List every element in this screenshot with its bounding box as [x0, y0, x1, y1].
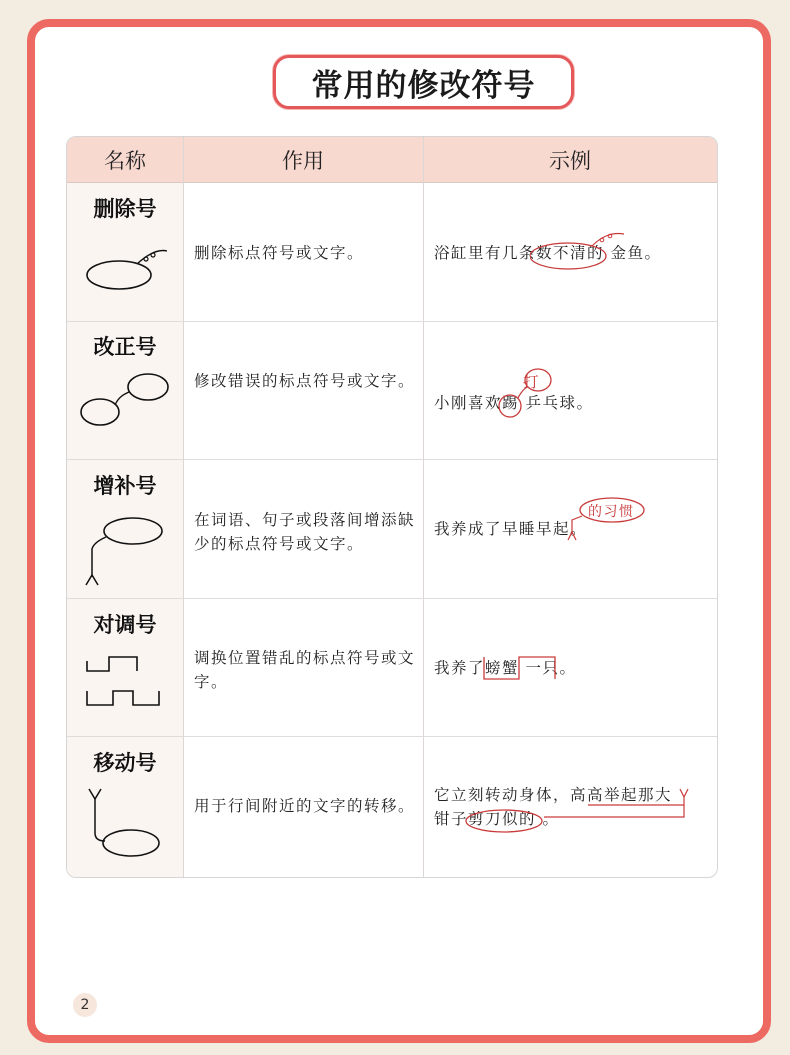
- swap-annotation: [483, 655, 563, 687]
- example-marked: 剪刀似的: [468, 810, 537, 828]
- example-text: 金鱼。: [610, 244, 662, 262]
- insertion-text: 的习惯: [588, 504, 635, 520]
- delete-mark-icon: [77, 239, 167, 299]
- correction-text: 打: [523, 373, 541, 391]
- page-title: 常用的修改符号: [273, 55, 574, 109]
- example-line: [434, 783, 710, 807]
- row-divider: [67, 459, 717, 460]
- row-function: 用于行间附近的文字的转移。: [194, 797, 416, 815]
- swap-mark-icon: [77, 655, 167, 727]
- move-mark-icon: [77, 787, 167, 863]
- example-text: 它立刻转动身体，高高举起那大: [434, 786, 673, 804]
- row-name: 对调号: [93, 613, 157, 637]
- row-divider: [67, 736, 717, 737]
- corrected-text: [502, 373, 541, 412]
- row-function: 修改错误的标点符号或文字。: [194, 372, 416, 390]
- row-example: [434, 783, 710, 831]
- example-marked: 数不清的: [536, 244, 605, 262]
- delete-mark-annotation: [530, 228, 626, 274]
- example-text: 小刚喜欢: [434, 394, 503, 412]
- header-name: 名称: [104, 148, 146, 173]
- example-line: [434, 807, 710, 831]
- symbols-table: [66, 136, 718, 878]
- example-text: 。: [542, 810, 560, 828]
- row-function: 在词语、句子或段落间增添缺少的标点符号或文字。: [194, 511, 416, 553]
- insertion-mark-icon: [77, 515, 167, 587]
- row-name: 改正号: [93, 335, 157, 359]
- row-example: [434, 504, 635, 541]
- page-number: 2: [73, 993, 97, 1017]
- example-text: 钳子: [434, 810, 469, 828]
- row-example: [434, 241, 661, 265]
- row-function: 删除标点符号或文字。: [194, 244, 365, 262]
- row-name: 移动号: [93, 751, 157, 775]
- example-text: 我养了: [434, 659, 486, 677]
- correction-mark-icon: [77, 372, 173, 434]
- delete-marked-text: [536, 244, 610, 262]
- moved-text: [468, 810, 542, 828]
- header-function: 作用: [282, 148, 324, 173]
- row-example: [434, 656, 577, 680]
- insertion-point: [570, 504, 635, 538]
- example-text: 乒乓球。: [525, 394, 594, 412]
- page-frame: [27, 19, 771, 1043]
- example-marked: 踢: [502, 394, 520, 412]
- example-text: 。: [570, 520, 588, 538]
- swap-a: [485, 659, 525, 677]
- divider: [423, 137, 424, 877]
- example-marked: 螃蟹: [485, 659, 520, 677]
- row-name: 增补号: [93, 474, 157, 498]
- example-text: 。: [559, 659, 577, 677]
- header-example: 示例: [549, 148, 591, 173]
- divider: [183, 137, 184, 877]
- swap-b: 一只: [525, 659, 560, 677]
- row-divider: [67, 598, 717, 599]
- example-text: 浴缸里有几条: [434, 244, 537, 262]
- move-ellipse-annotation: [464, 808, 548, 836]
- row-name: 删除号: [93, 197, 157, 221]
- row-function: 调换位置错乱的标点符号或文字。: [194, 649, 416, 691]
- example-text: 我养成了早睡早起: [434, 520, 571, 538]
- row-example: [434, 373, 594, 415]
- row-divider: [67, 321, 717, 322]
